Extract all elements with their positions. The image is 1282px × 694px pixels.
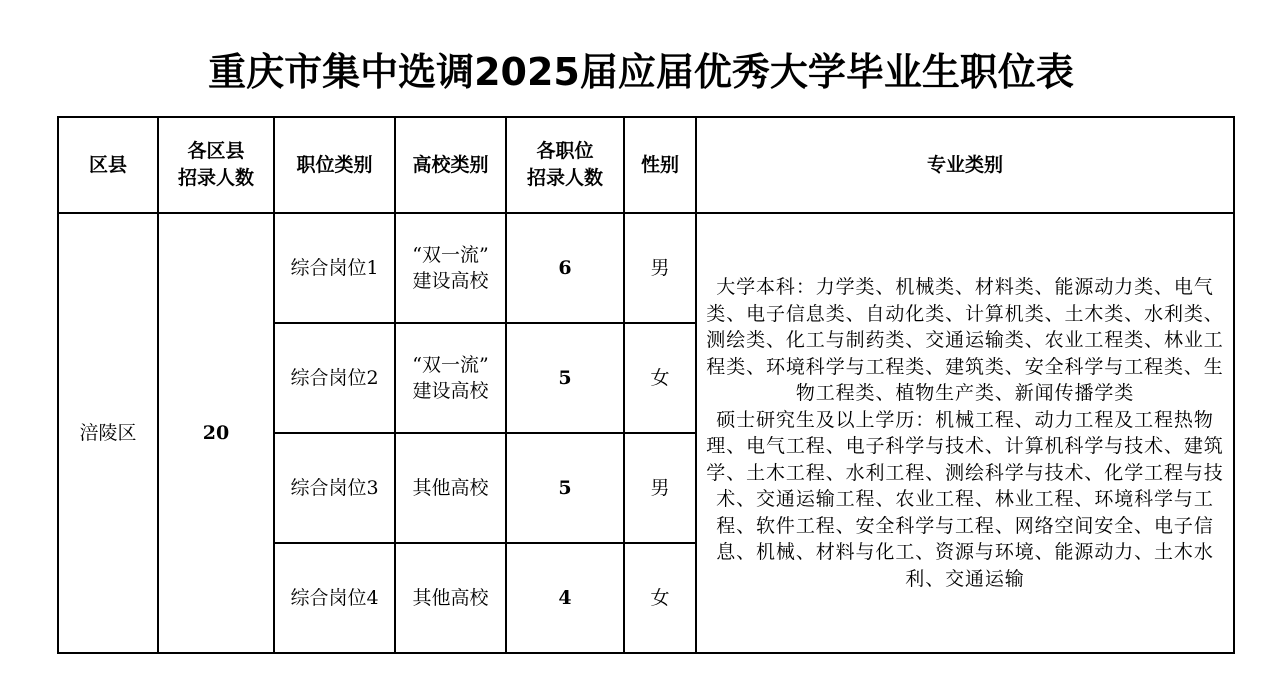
majors-cell [696, 213, 1234, 653]
gender: 男 [624, 433, 696, 543]
school-type: 其他高校 [395, 433, 506, 543]
position-quota: 5 [506, 433, 624, 543]
header-position-quota: 各职位 招录人数 [506, 117, 624, 213]
district-quota: 20 [158, 213, 274, 653]
header-district: 区县 [58, 117, 158, 213]
school-type: “双一流” 建设高校 [395, 323, 506, 433]
majors-undergraduate: 大学本科：力学类、机械类、材料类、能源动力类、电气类、电子信息类、自动化类、计算机类、土木类、水利类、测绘类、化工与制药类、交通运输类、农业工程类、林业工程类、环境科学与工程类、建筑类、安全科学与工程类、生物工程类、植物生产类、新闻传播学类 [706, 276, 1224, 404]
school-type: 其他高校 [395, 543, 506, 653]
position-quota: 5 [506, 323, 624, 433]
position-name: 综合岗位4 [274, 543, 395, 653]
header-gender: 性别 [624, 117, 696, 213]
header-school-type: 高校类别 [395, 117, 506, 213]
school-type: “双一流” 建设高校 [395, 213, 506, 323]
position-quota: 6 [506, 213, 624, 323]
gender: 男 [624, 213, 696, 323]
gender: 女 [624, 543, 696, 653]
position-name: 综合岗位2 [274, 323, 395, 433]
header-row [58, 117, 1234, 213]
page-title: 重庆市集中选调2025届应届优秀大学毕业生职位表 [208, 50, 1074, 94]
majors-graduate: 硕士研究生及以上学历：机械工程、动力工程及工程热物理、电气工程、电子科学与技术、计算机科学与技术、建筑学、土木工程、水利工程、测绘科学与技术、化学工程与技术、交通运输工程、农业工程、林业工程、环境科学与工程、软件工程、安全科学与工程、网络空间安全、电子信息、机械、材料与化工、资源与环境、能源动力、土木水利、交通运输 [706, 408, 1224, 590]
gender: 女 [624, 323, 696, 433]
header-major-type: 专业类别 [696, 117, 1234, 213]
position-name: 综合岗位1 [274, 213, 395, 323]
position-table [57, 116, 1235, 654]
header-district-quota: 各区县 招录人数 [158, 117, 274, 213]
position-quota: 4 [506, 543, 624, 653]
position-name: 综合岗位3 [274, 433, 395, 543]
district-name: 涪陵区 [58, 213, 158, 653]
header-position-type: 职位类别 [274, 117, 395, 213]
table-row [58, 213, 1234, 323]
